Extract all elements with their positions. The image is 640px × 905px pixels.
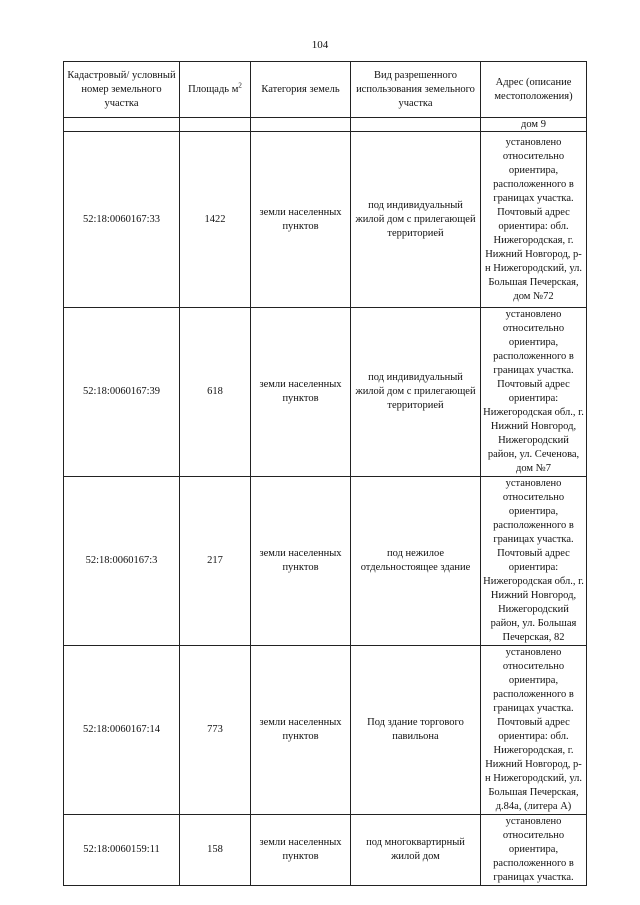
table-header-row bbox=[64, 62, 587, 118]
continuation-address: дом 9 bbox=[481, 118, 587, 132]
cell-area: 773 bbox=[180, 646, 251, 815]
cell-area: 158 bbox=[180, 815, 251, 886]
cell-category: земли населенных пунктов bbox=[251, 815, 351, 886]
header-address: Адрес (описание местоположения) bbox=[481, 62, 587, 118]
cell-cadastral: 52:18:0060167:39 bbox=[64, 308, 180, 477]
cell-cadastral: 52:18:0060167:33 bbox=[64, 132, 180, 308]
cell-address: установлено относительно ориентира, расположенного в границах участка. Почтовый адрес ориентира: обл. Нижегородская, г. Нижний Новгород, р-н Нижегородский, ул. Большая Печерская, д.84а, (литера А) bbox=[481, 646, 587, 815]
header-area-sup: 2 bbox=[238, 81, 242, 89]
cell-category: земли населенных пунктов bbox=[251, 646, 351, 815]
cell-use: под индивидуальный жилой дом с прилегающей территорией bbox=[351, 132, 481, 308]
header-category: Категория земель bbox=[251, 62, 351, 118]
cell-address: установлено относительно ориентира, расположенного в границах участка. Почтовый адрес ориентира: Нижегородская обл., г. Нижний Новгород, Нижегородский район, ул. Большая Печерская, 82 bbox=[481, 477, 587, 646]
header-area bbox=[180, 62, 251, 118]
cell-area: 618 bbox=[180, 308, 251, 477]
page-number: 104 bbox=[311, 39, 329, 51]
cell-use: под индивидуальный жилой дом с прилегающей территорией bbox=[351, 308, 481, 477]
cell-address: установлено относительно ориентира, расположенного в границах участка. Почтовый адрес ориентира: Нижегородская обл., г. Нижний Новгород, Нижегородский район, ул. Сеченова, дом №7 bbox=[481, 308, 587, 477]
cell-cadastral: 52:18:0060167:3 bbox=[64, 477, 180, 646]
cell-empty bbox=[64, 118, 180, 132]
cell-empty bbox=[251, 118, 351, 132]
table-row bbox=[64, 308, 587, 477]
continuation-row bbox=[64, 118, 587, 132]
header-cadastral: Кадастровый/ условный номер земельного участка bbox=[64, 62, 180, 118]
cell-category: земли населенных пунктов bbox=[251, 132, 351, 308]
table-row bbox=[64, 477, 587, 646]
header-area-label: Площадь м bbox=[188, 83, 239, 95]
land-plots-table bbox=[63, 61, 587, 886]
cell-cadastral: 52:18:0060167:14 bbox=[64, 646, 180, 815]
cell-empty bbox=[351, 118, 481, 132]
table-row bbox=[64, 646, 587, 815]
cell-area: 217 bbox=[180, 477, 251, 646]
cell-address: установлено относительно ориентира, расположенного в границах участка. bbox=[481, 815, 587, 886]
cell-cadastral: 52:18:0060159:11 bbox=[64, 815, 180, 886]
table-row bbox=[64, 132, 587, 308]
cell-category: земли населенных пунктов bbox=[251, 308, 351, 477]
table-row bbox=[64, 815, 587, 886]
cell-empty bbox=[180, 118, 251, 132]
cell-address: установлено относительно ориентира, расположенного в границах участка. Почтовый адрес ориентира: обл. Нижегородская, г. Нижний Новгород, р-н Нижегородский, ул. Большая Печерская, дом №72 bbox=[481, 132, 587, 308]
cell-use: Под здание торгового павильона bbox=[351, 646, 481, 815]
header-use: Вид разрешенного использования земельного участка bbox=[351, 62, 481, 118]
cell-area: 1422 bbox=[180, 132, 251, 308]
cell-use: под нежилое отдельностоящее здание bbox=[351, 477, 481, 646]
cell-use: под многоквартирный жилой дом bbox=[351, 815, 481, 886]
cell-category: земли населенных пунктов bbox=[251, 477, 351, 646]
